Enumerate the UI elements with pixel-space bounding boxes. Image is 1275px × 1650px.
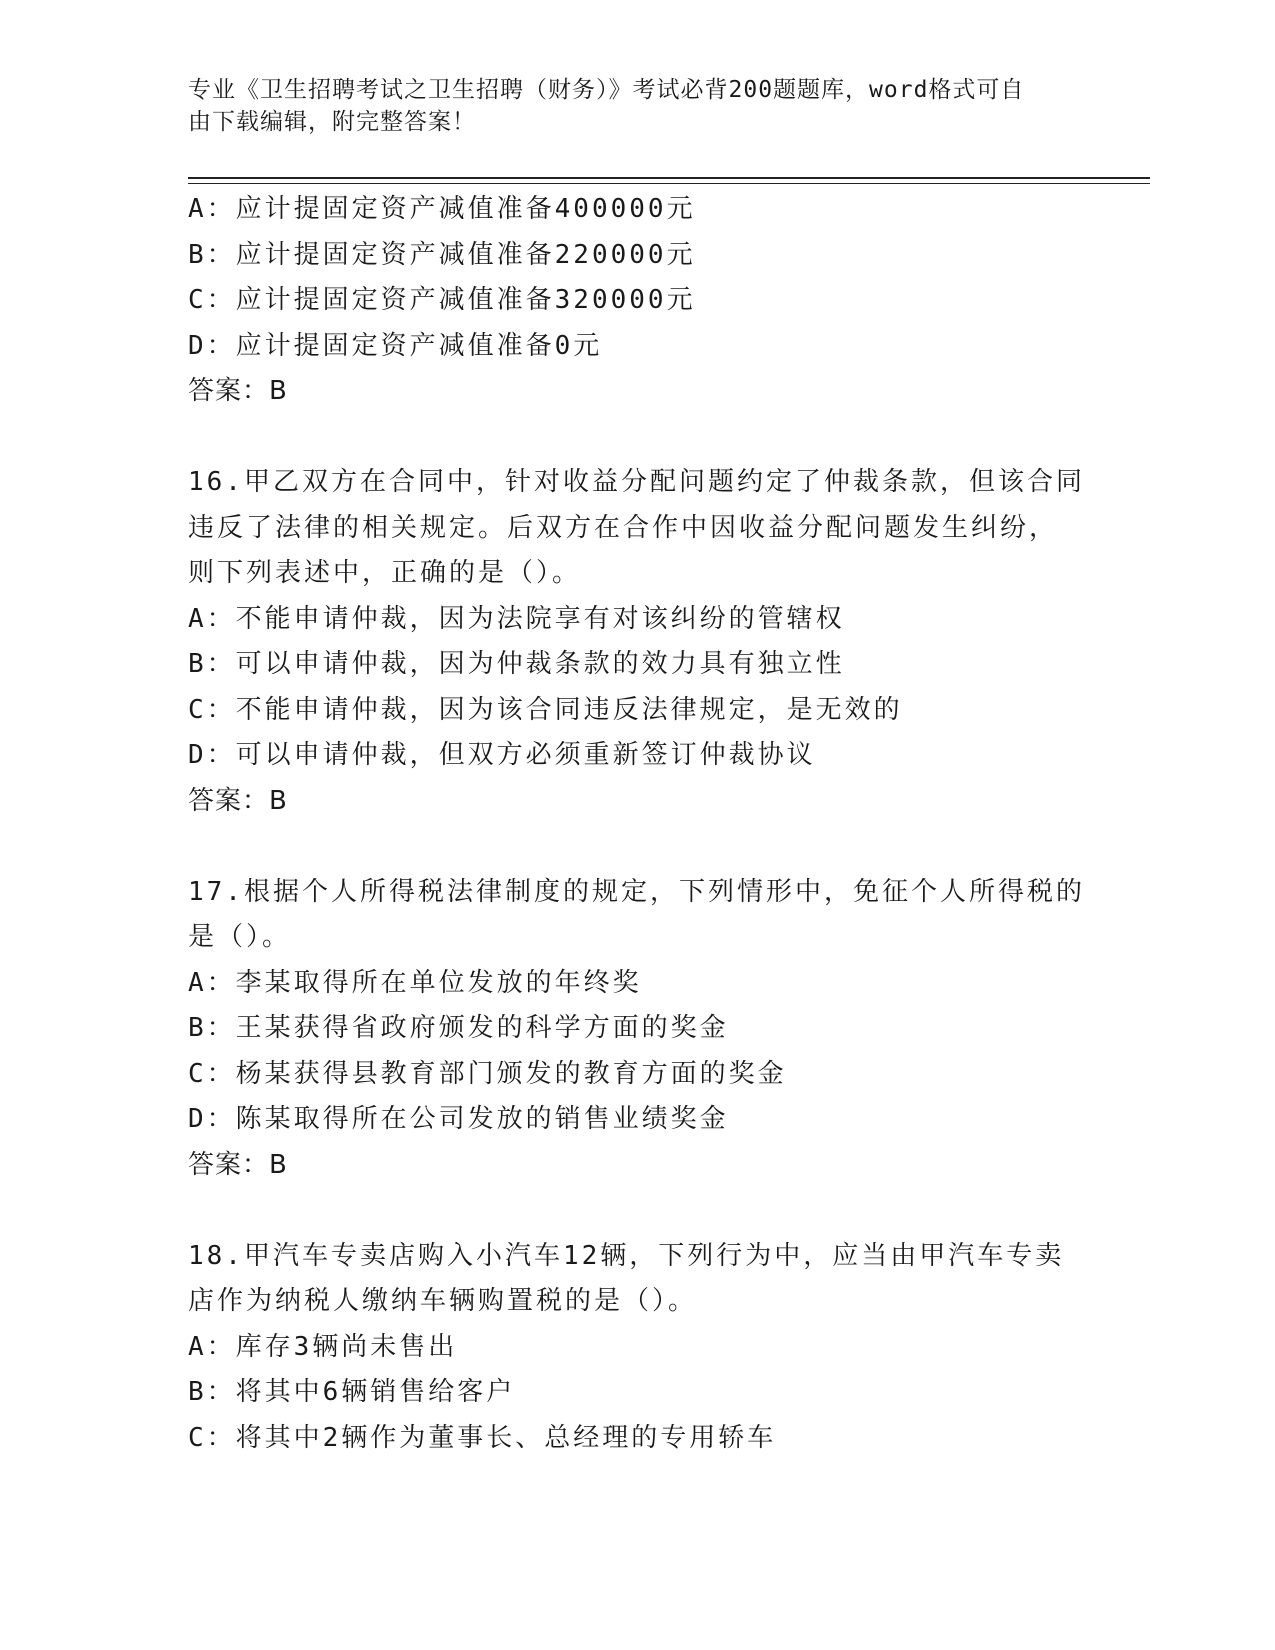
option-a: A：库存3辆尚未售出 (188, 1331, 458, 1362)
option-b: B：王某获得省政府颁发的科学方面的奖金 (188, 1013, 729, 1043)
option-d: D：陈某取得所在公司发放的销售业绩奖金 (188, 1104, 729, 1134)
answer: 答案：B (188, 376, 288, 406)
question-stem: 违反了法律的相关规定。后双方在合作中因收益分配问题发生纠纷， (188, 512, 1059, 543)
document-header (188, 74, 1068, 138)
header-line-1: 专业《卫生招聘考试之卫生招聘（财务）》考试必背200题题库，word格式可自 (188, 77, 1025, 103)
question-list (188, 187, 1088, 1461)
answer: 答案：B (188, 785, 288, 816)
option-b: B：应计提固定资产减值准备220000元 (188, 239, 696, 270)
question-17 (188, 870, 1088, 1189)
question-16 (188, 460, 1088, 824)
spacer (188, 415, 1088, 461)
header-line-2: 由下载编辑，附完整答案！ (188, 109, 476, 135)
question-stem: 18.甲汽车专卖店购入小汽车12辆，下列行为中，应当由甲汽车专卖 (188, 1240, 1065, 1271)
question-stem: 16.甲乙双方在合同中，针对收益分配问题约定了仲裁条款，但该合同 (188, 467, 1085, 497)
option-d: D：可以申请仲裁，但双方必须重新签订仲裁协议 (188, 740, 816, 770)
question-stem: 是（）。 (188, 922, 292, 952)
question-stem: 则下列表述中，正确的是（）。 (188, 558, 582, 588)
question-18 (188, 1234, 1088, 1462)
option-b: B：可以申请仲裁，因为仲裁条款的效力具有独立性 (188, 649, 845, 679)
question-15 (188, 187, 1088, 415)
option-c: C：应计提固定资产减值准备320000元 (188, 285, 696, 315)
answer: 答案：B (188, 1149, 288, 1180)
option-a: A：不能申请仲裁，因为法院享有对该纠纷的管辖权 (188, 603, 845, 634)
header-divider (188, 177, 1150, 184)
option-c: C：不能申请仲裁，因为该合同违反法律规定，是无效的 (188, 694, 903, 725)
option-c: C：杨某获得县教育部门颁发的教育方面的奖金 (188, 1058, 787, 1089)
question-stem: 17.根据个人所得税法律制度的规定，下列情形中，免征个人所得税的 (188, 876, 1085, 907)
question-stem: 店作为纳税人缴纳车辆购置税的是（）。 (188, 1286, 698, 1316)
option-d: D：应计提固定资产减值准备0元 (188, 330, 603, 361)
option-b: B：将其中6辆销售给客户 (188, 1377, 516, 1407)
option-c: C：将其中2辆作为董事长、总经理的专用轿车 (188, 1422, 777, 1453)
option-a: A：应计提固定资产减值准备400000元 (188, 194, 696, 224)
spacer (188, 824, 1088, 870)
option-a: A：李某取得所在单位发放的年终奖 (188, 967, 642, 998)
spacer (188, 1188, 1088, 1234)
